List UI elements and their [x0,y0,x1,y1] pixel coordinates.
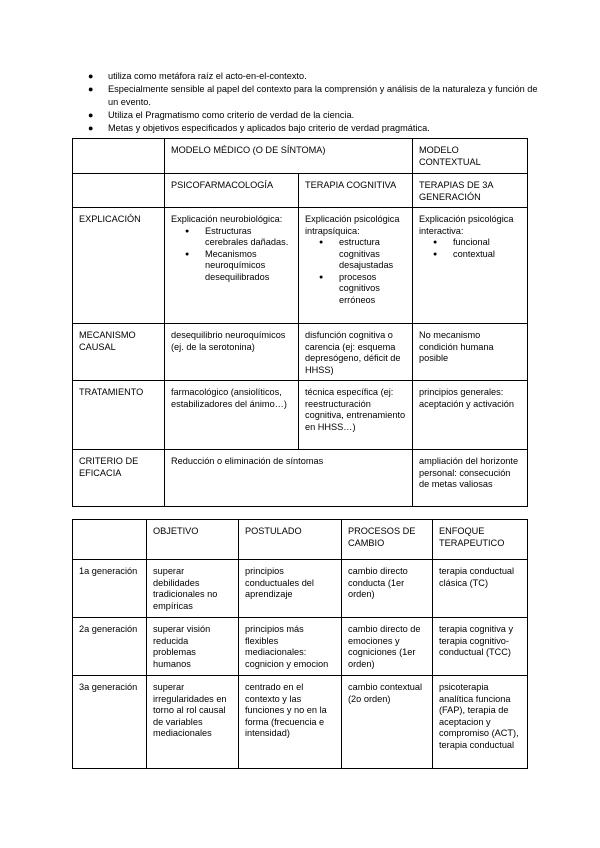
table-cell: terapia cognitiva y terapia cognitivo-conductual (TCC) [433,618,528,676]
subheader-psicofarmacologia: PSICOFARMACOLOGÍA [165,174,299,208]
list-item: ● funcional [453,237,521,249]
row-label: MECANISMO CAUSAL [73,324,165,381]
header-modelo-medico: MODELO MÉDICO (O DE SÍNTOMA) [165,139,413,174]
table-row [73,381,528,450]
table-cell: superar debilidades tradicionales no empíricas [147,560,239,618]
subheader-terapia-cognitiva: TERAPIA COGNITIVA [299,174,413,208]
table-cell: terapia conductual clásica (TC) [433,560,528,618]
table-row [73,139,528,174]
table-cell: principios generales: aceptación y activación [413,381,528,450]
row-label: TRATAMIENTO [73,381,165,450]
table-cell: ampliación del horizonte personal: consecución de metas valiosas [413,450,528,507]
cell-list [171,226,292,284]
table-cell: principios conductuales del aprendizaje [239,560,342,618]
table-row [73,324,528,381]
table-cell: Reducción o eliminación de síntomas [165,450,413,507]
bullet-icon: ● [88,123,94,133]
bullet-item: ● utiliza como metáfora raíz el acto-en-el-contexto. [88,71,307,81]
row-label: CRITERIO DE EFICACIA [73,450,165,507]
table-row [73,174,528,208]
table-cell: cambio directo de emociones y cogniciones (1er orden) [342,618,433,676]
row-label: 2a generación [73,618,147,676]
table-cell: Explicación psicológica interactiva: ● funcional ● contextual [413,208,528,324]
table-cell: centrado en el contexto y las funciones y no en la forma (frecuencia e intensidad) [239,676,342,769]
cell-list [419,237,521,260]
column-header [73,520,147,560]
list-item: ● Mecanismos neuroquímicos desequilibrados [205,249,292,284]
table-row [73,676,528,769]
table-cell: superar irregularidades en torno al rol causal de variables mediacionales [147,676,239,769]
bullet-icon: ● [88,84,94,94]
row-label: 3a generación [73,676,147,769]
table-cell: psicoterapia analítica funciona (FAP), terapia de aceptacion y compromiso (ACT), terapia conductual [433,676,528,769]
list-item: ● procesos cognitivos erróneos [339,272,406,307]
list-item: ● Estructuras cerebrales dañadas. [205,226,292,249]
table-cell: No mecanismo condición humana posible [413,324,528,381]
table-cell [73,139,165,174]
table-header-row [73,520,528,560]
bullet-list [88,70,538,135]
bullet-item: ● Utiliza el Pragmatismo como criterio de verdad de la ciencia. [88,110,355,120]
column-header: POSTULADO [239,520,342,560]
column-header: ENFOQUE TERAPEUTICO [433,520,528,560]
table-cell: Explicación psicológica intrapsíquica: ● estructura cognitivas desajustadas ● procesos cognitivos erróneos [299,208,413,324]
bullet-item: ● Especialmente sensible al papel del contexto para la comprensión y análisis de la naturaleza y función de un evento. [88,84,538,107]
column-header: PROCESOS DE CAMBIO [342,520,433,560]
table-cell: cambio directo conducta (1er orden) [342,560,433,618]
table-row [73,618,528,676]
generations-table [72,519,528,769]
table-cell: desequilibrio neuroquímicos (ej. de la serotonina) [165,324,299,381]
row-label: 1a generación [73,560,147,618]
table-row [73,560,528,618]
table-cell: Explicación neurobiológica: ● Estructuras cerebrales dañadas. ● Mecanismos neuroquímicos desequilibrados [165,208,299,324]
subheader-terapias-3a: TERAPIAS DE 3A GENERACIÓN [413,174,528,208]
table-cell: principios más flexibles mediacionales: cognicion y emocion [239,618,342,676]
row-label: EXPLICACIÓN [73,208,165,324]
table-row [73,208,528,324]
table-row [73,450,528,507]
bullet-icon: ● [88,110,94,120]
header-modelo-contextual: MODELO CONTEXTUAL [413,139,528,174]
bullet-icon: ● [88,71,94,81]
cell-list [305,237,406,306]
column-header: OBJETIVO [147,520,239,560]
list-item: ● contextual [453,249,521,261]
table-cell: disfunción cognitiva o carencia (ej: esquema depresógeno, déficit de HHSS) [299,324,413,381]
bullet-item: ● Metas y objetivos especificados y aplicados bajo criterio de verdad pragmática. [88,123,430,133]
models-table [72,138,528,507]
table-cell: técnica específica (ej: reestructuración cognitiva, entrenamiento en HHSS…) [299,381,413,450]
table-cell: farmacológico (ansiolíticos, estabilizadores del ánimo…) [165,381,299,450]
table-cell [73,174,165,208]
table-cell: cambio contextual (2o orden) [342,676,433,769]
list-item: ● estructura cognitivas desajustadas [339,237,406,272]
table-cell: superar visión reducida problemas humanos [147,618,239,676]
